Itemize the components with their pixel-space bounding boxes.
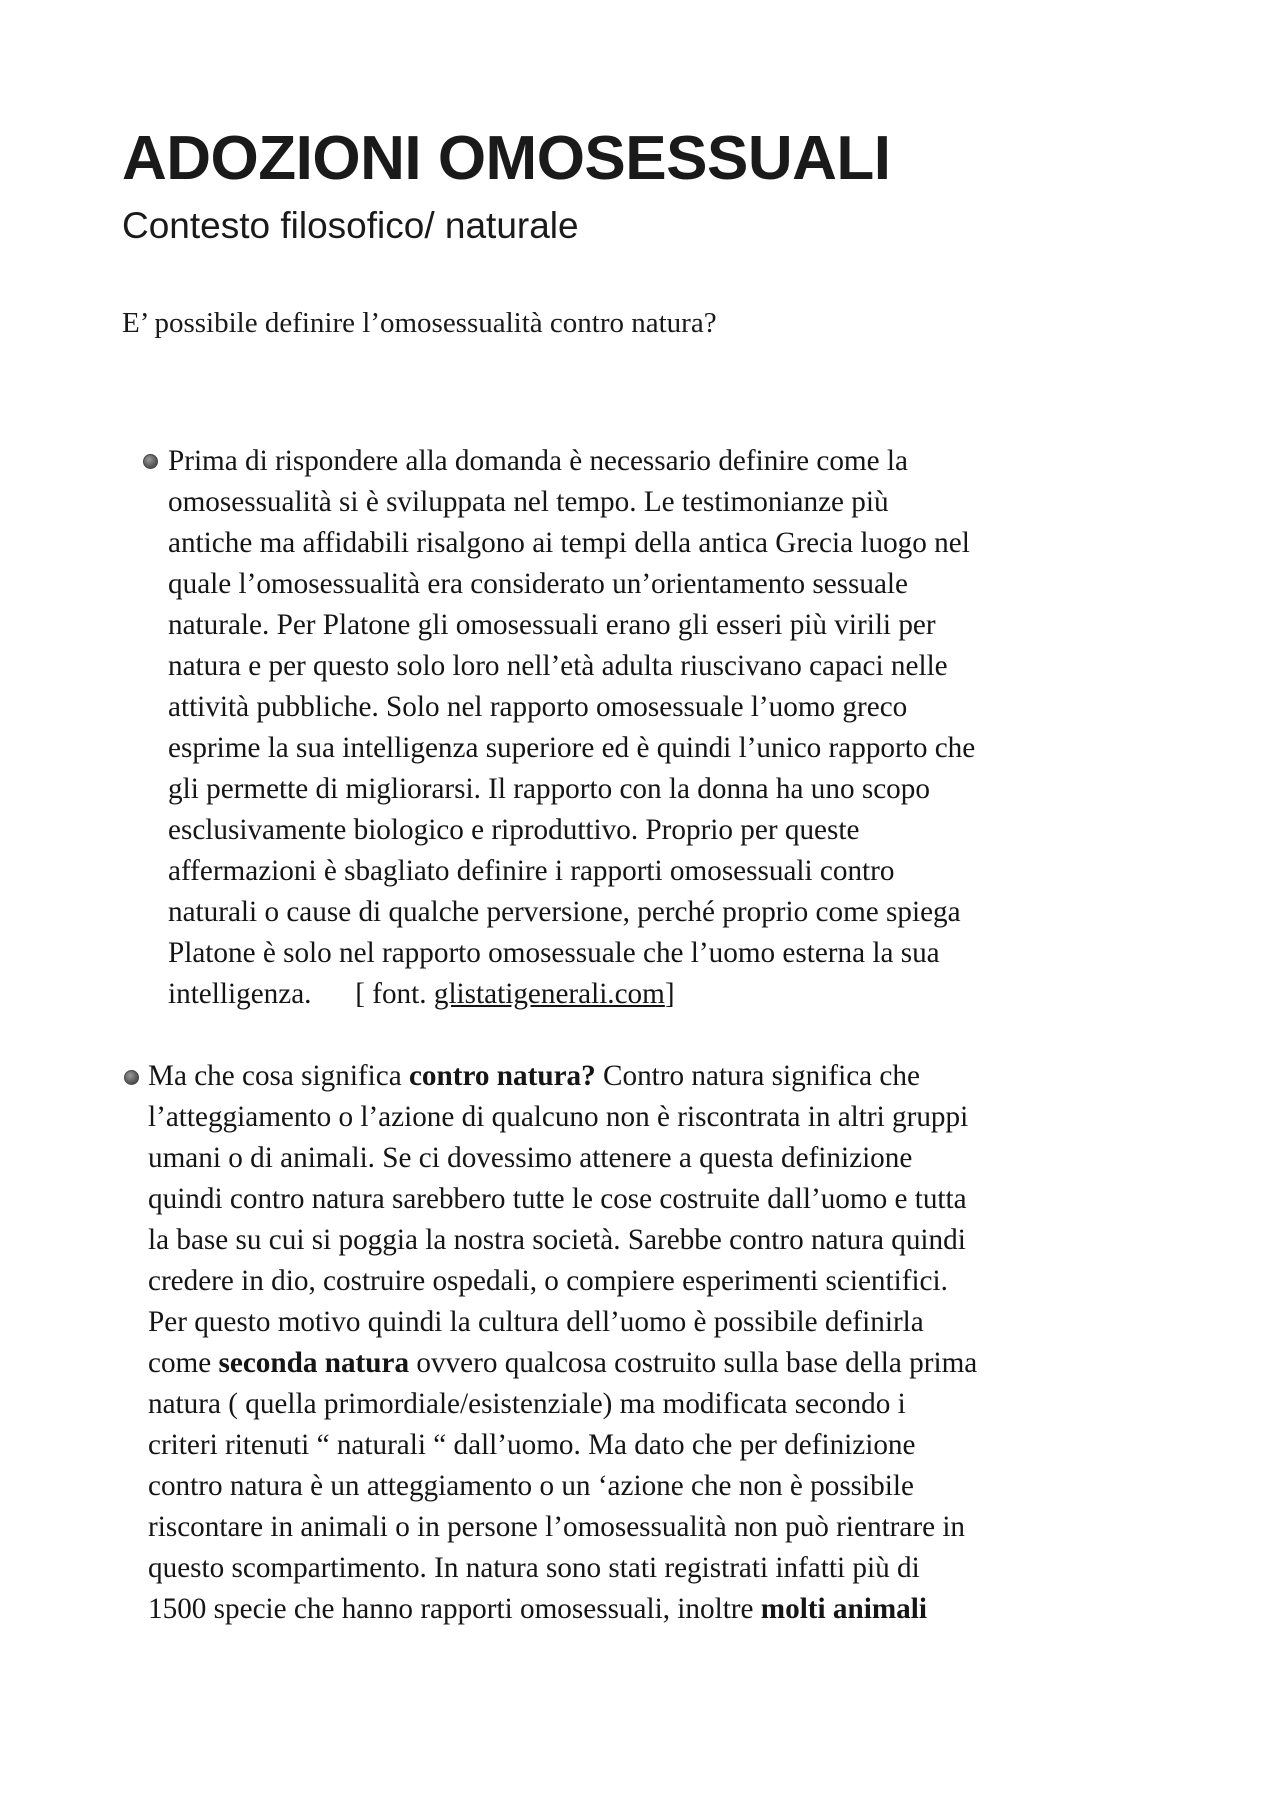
bullet-icon [143, 454, 158, 469]
source-link[interactable]: glistatigenerali.com [433, 978, 665, 1010]
document-title: ADOZIONI OMOSESSUALI [122, 124, 891, 193]
paragraph-line: l’atteggiamento o l’azione di qualcuno non è riscontrata in altri gruppi [148, 1101, 969, 1133]
bold-term: seconda natura [218, 1347, 410, 1379]
paragraph-line: criteri ritenuti “ naturali “ dall’uomo. Ma dato che per definizione [148, 1429, 916, 1461]
paragraph-line: questo scompartimento. In natura sono stati registrati infatti più di [148, 1552, 920, 1584]
paragraph-line [148, 1343, 1178, 1384]
paragraph-line: natura ( quella primordiale/esistenziale) ma modificata secondo i [148, 1388, 906, 1420]
document-subtitle: Contesto filosofico/ naturale [122, 205, 579, 246]
paragraph-contro-natura [148, 1056, 1178, 1630]
text-run: ovvero qualcosa costruito sulla base della prima [409, 1347, 978, 1379]
paragraph-line: contro natura è un atteggiamento o un ‘azione che non è possibile [148, 1470, 914, 1502]
bold-term: molti animali [760, 1593, 927, 1625]
paragraph-line: natura e per questo solo loro nell’età adulta riuscivano capaci nelle [168, 650, 948, 682]
question-text: E’ possibile definire l’omosessualità contro natura? [122, 307, 717, 339]
text-run: come [148, 1347, 219, 1379]
paragraph-line: affermazioni è sbagliato definire i rapporti omosessuali contro [168, 855, 895, 887]
paragraph-line: quindi contro natura sarebbero tutte le cose costruite dall’uomo e tutta [148, 1183, 967, 1215]
paragraph-platone [168, 441, 1178, 1015]
paragraph-line: naturali o cause di qualche perversione, perché proprio come spiega [168, 896, 961, 928]
paragraph-line: Prima di rispondere alla domanda è necessario definire come la [168, 445, 908, 477]
paragraph-line: quale l’omosessualità era considerato un’orientamento sessuale [168, 568, 908, 600]
paragraph-line: esclusivamente biologico e riproduttivo. Proprio per queste [168, 814, 860, 846]
source-close: ] [664, 978, 675, 1010]
paragraph-line: Platone è solo nel rapporto omosessuale che l’uomo esterna la sua [168, 937, 940, 969]
paragraph-line: credere in dio, costruire ospedali, o compiere esperimenti scientifici. [148, 1265, 948, 1297]
paragraph-line: antiche ma affidabili risalgono ai tempi della antica Grecia luogo nel [168, 527, 970, 559]
bold-term: contro natura? [408, 1060, 596, 1092]
paragraph-line: gli permette di migliorarsi. Il rapporto con la donna ha uno scopo [168, 773, 930, 805]
paragraph-line-source [168, 974, 1178, 1015]
text-run: 1500 specie che hanno rapporti omosessuali, inoltre [148, 1593, 761, 1625]
paragraph-line: omosessualità si è sviluppata nel tempo. Le testimonianze più [168, 486, 889, 518]
bullet-icon [124, 1070, 139, 1085]
paragraph-line [148, 1056, 1178, 1097]
source-prefix: intelligenza. [ font. [168, 978, 434, 1010]
paragraph-line: umani o di animali. Se ci dovessimo attenere a questa definizione [148, 1142, 913, 1174]
text-run: Ma che cosa significa [148, 1060, 409, 1092]
paragraph-line: attività pubbliche. Solo nel rapporto omosessuale l’uomo greco [168, 691, 908, 723]
paragraph-line: la base su cui si poggia la nostra società. Sarebbe contro natura quindi [148, 1224, 966, 1256]
paragraph-line: Per questo motivo quindi la cultura dell’uomo è possibile definirla [148, 1306, 924, 1338]
text-run: Contro natura significa che [595, 1060, 920, 1092]
paragraph-line [148, 1589, 1178, 1630]
paragraph-line: esprime la sua intelligenza superiore ed è quindi l’unico rapporto che [168, 732, 976, 764]
paragraph-line: naturale. Per Platone gli omosessuali erano gli esseri più virili per [168, 609, 936, 641]
paragraph-line: riscontare in animali o in persone l’omosessualità non può rientrare in [148, 1511, 966, 1543]
